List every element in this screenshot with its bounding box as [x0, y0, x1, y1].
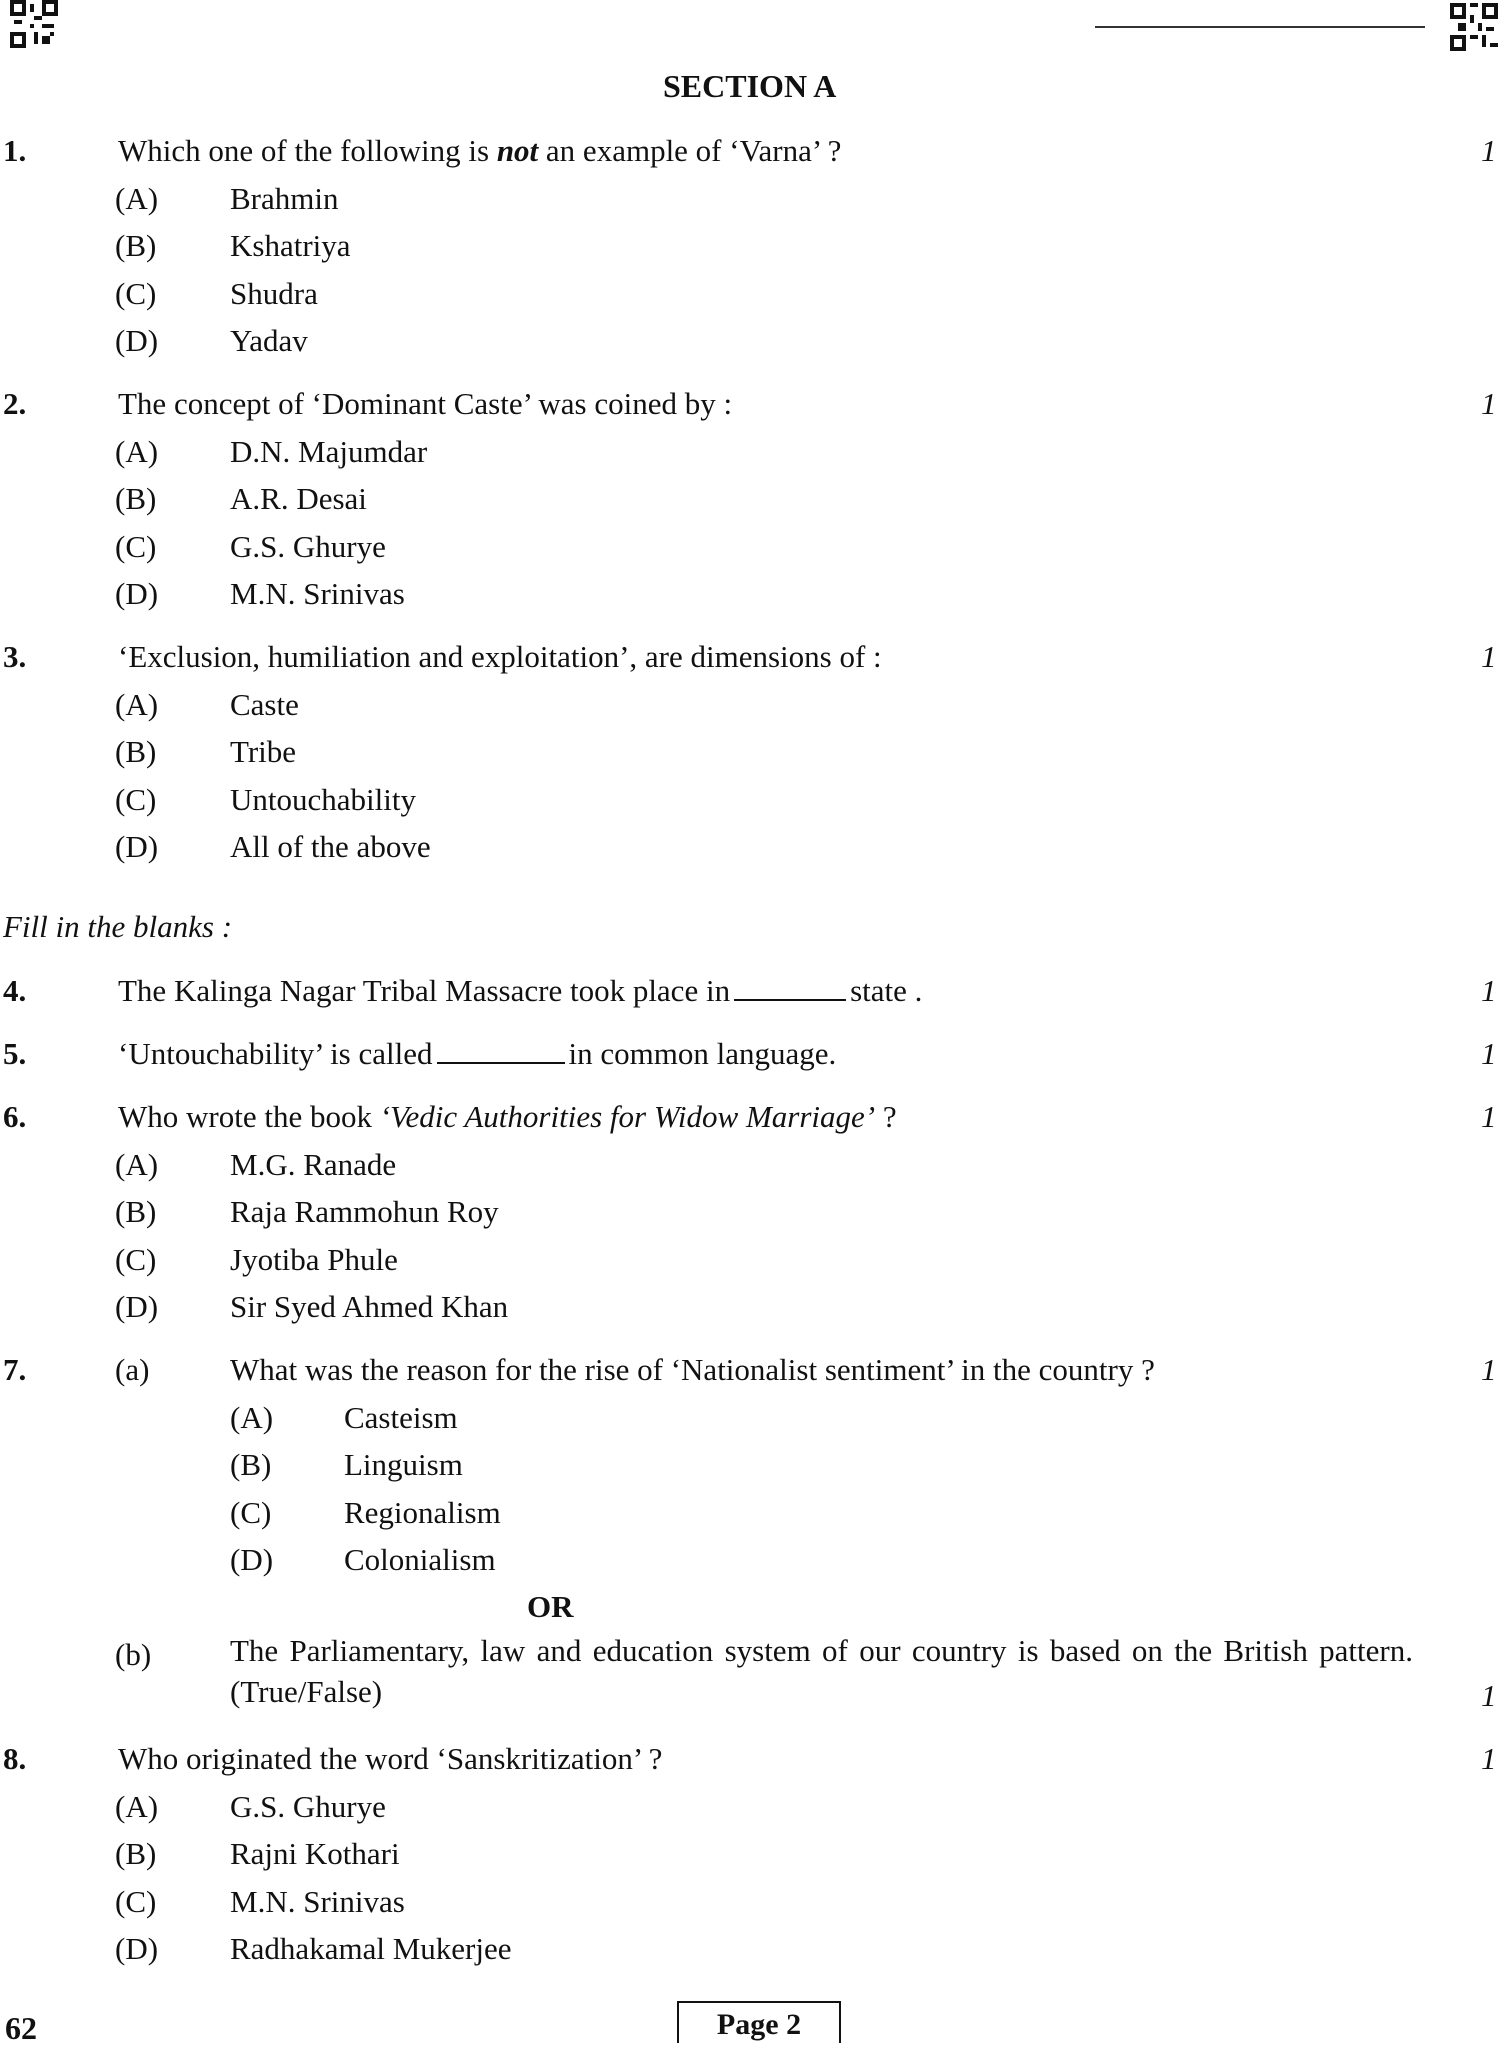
option-label: (C)	[115, 529, 157, 564]
option-text: Kshatriya	[230, 228, 351, 263]
option-label: (A)	[115, 687, 159, 722]
question-text-part: ‘Untouchability’ is called	[118, 1036, 433, 1071]
qr-code-icon	[1450, 3, 1498, 51]
question-marks: 1	[1481, 1678, 1497, 1713]
question-text: The Parliamentary, law and education system of our country is based on the British pattern. (True/False)	[230, 1633, 1413, 1709]
option-text: Radhakamal Mukerjee	[230, 1931, 512, 1966]
option-text: Regionalism	[344, 1495, 501, 1530]
question-text	[118, 1101, 897, 1132]
question-text-part: in common language.	[568, 1036, 837, 1071]
question-text-part: an example of ‘Varna’ ?	[538, 133, 842, 168]
option-label: (C)	[115, 782, 157, 817]
option-text: G.S. Ghurye	[230, 1789, 386, 1824]
question-number: 7.	[3, 1352, 27, 1387]
option-label: (A)	[230, 1400, 274, 1435]
paper-code: 62	[5, 2010, 37, 2046]
qr-code-icon-graphic	[10, 0, 58, 48]
qr-code-icon	[10, 0, 58, 48]
option-text: M.N. Srinivas	[230, 1884, 405, 1919]
option-label: (B)	[115, 481, 157, 516]
question-number: 8.	[3, 1741, 27, 1776]
option-label: (D)	[115, 1931, 159, 1966]
option-label: (A)	[115, 1789, 159, 1824]
question-emphasis: not	[496, 133, 539, 168]
option-label: (C)	[230, 1495, 272, 1530]
option-text: Shudra	[230, 276, 318, 311]
question-text: ‘Exclusion, humiliation and exploitation’, are dimensions of :	[118, 639, 882, 674]
option-text: D.N. Majumdar	[230, 434, 428, 469]
option-text: Sir Syed Ahmed Khan	[230, 1289, 509, 1324]
answer-blank	[734, 995, 846, 1001]
question-text-part: Which one of the following is	[118, 133, 497, 168]
option-label: (B)	[230, 1447, 272, 1482]
question-marks: 1	[1481, 133, 1497, 168]
question-number: 6.	[3, 1099, 27, 1134]
page-number: Page 2	[677, 2001, 841, 2043]
option-text: Jyotiba Phule	[230, 1242, 398, 1277]
question-number: 5.	[3, 1036, 27, 1071]
option-label: (D)	[115, 829, 159, 864]
option-text: Casteism	[344, 1400, 458, 1435]
option-text: M.G. Ranade	[230, 1147, 397, 1182]
option-label: (B)	[115, 1836, 157, 1871]
qr-code-icon-graphic	[1450, 3, 1498, 51]
option-text: G.S. Ghurye	[230, 529, 386, 564]
option-text: M.N. Srinivas	[230, 576, 405, 611]
question-number: 1.	[3, 133, 27, 168]
option-text: Untouchability	[230, 782, 416, 817]
question-marks: 1	[1481, 386, 1497, 421]
option-label: (D)	[230, 1542, 274, 1577]
or-divider: OR	[527, 1589, 574, 1624]
option-text: Brahmin	[230, 181, 339, 216]
option-text: Colonialism	[344, 1542, 496, 1577]
option-label: (B)	[115, 1194, 157, 1229]
option-label: (D)	[115, 323, 159, 358]
option-label: (D)	[115, 1289, 159, 1324]
option-label: (A)	[115, 181, 159, 216]
question-text-part: ?	[875, 1099, 897, 1134]
question-text	[118, 1038, 836, 1069]
option-label: (B)	[115, 734, 157, 769]
option-text: Yadav	[230, 323, 308, 358]
section-title: SECTION A	[663, 68, 837, 104]
question-marks: 1	[1481, 1741, 1497, 1776]
answer-blank	[437, 1058, 565, 1064]
question-text-part: The Kalinga Nagar Tribal Massacre took place in	[118, 973, 731, 1008]
header-rule	[1095, 26, 1425, 28]
question-marks: 1	[1481, 1099, 1497, 1134]
question-number: 4.	[3, 973, 27, 1008]
question-text	[118, 975, 922, 1006]
option-text: Raja Rammohun Roy	[230, 1194, 499, 1229]
option-text: Linguism	[344, 1447, 463, 1482]
question-number: 3.	[3, 639, 27, 674]
question-text-part: Who wrote the book	[118, 1099, 380, 1134]
question-text: What was the reason for the rise of ‘Nationalist sentiment’ in the country ?	[230, 1352, 1155, 1387]
question-number: 2.	[3, 386, 27, 421]
book-title: ‘Vedic Authorities for Widow Marriage’	[379, 1099, 876, 1134]
question-text	[118, 135, 841, 166]
option-label: (A)	[115, 434, 159, 469]
option-label: (D)	[115, 576, 159, 611]
option-label: (A)	[115, 1147, 159, 1182]
fill-in-blanks-heading: Fill in the blanks :	[3, 909, 233, 944]
option-text: Caste	[230, 687, 299, 722]
question-text-part: state .	[850, 973, 923, 1008]
question-text: Who originated the word ‘Sanskritization’ ?	[118, 1741, 663, 1776]
option-text: Rajni Kothari	[230, 1836, 400, 1871]
sub-question-label: (b)	[115, 1637, 152, 1672]
question-marks: 1	[1481, 1352, 1497, 1387]
option-label: (B)	[115, 228, 157, 263]
sub-question-label: (a)	[115, 1352, 150, 1387]
question-marks: 1	[1481, 639, 1497, 674]
option-text: A.R. Desai	[230, 481, 367, 516]
option-label: (C)	[115, 276, 157, 311]
option-label: (C)	[115, 1884, 157, 1919]
option-text: Tribe	[230, 734, 297, 769]
option-text: All of the above	[230, 829, 431, 864]
option-label: (C)	[115, 1242, 157, 1277]
question-marks: 1	[1481, 973, 1497, 1008]
question-marks: 1	[1481, 1036, 1497, 1071]
question-text: The concept of ‘Dominant Caste’ was coined by :	[118, 386, 733, 421]
